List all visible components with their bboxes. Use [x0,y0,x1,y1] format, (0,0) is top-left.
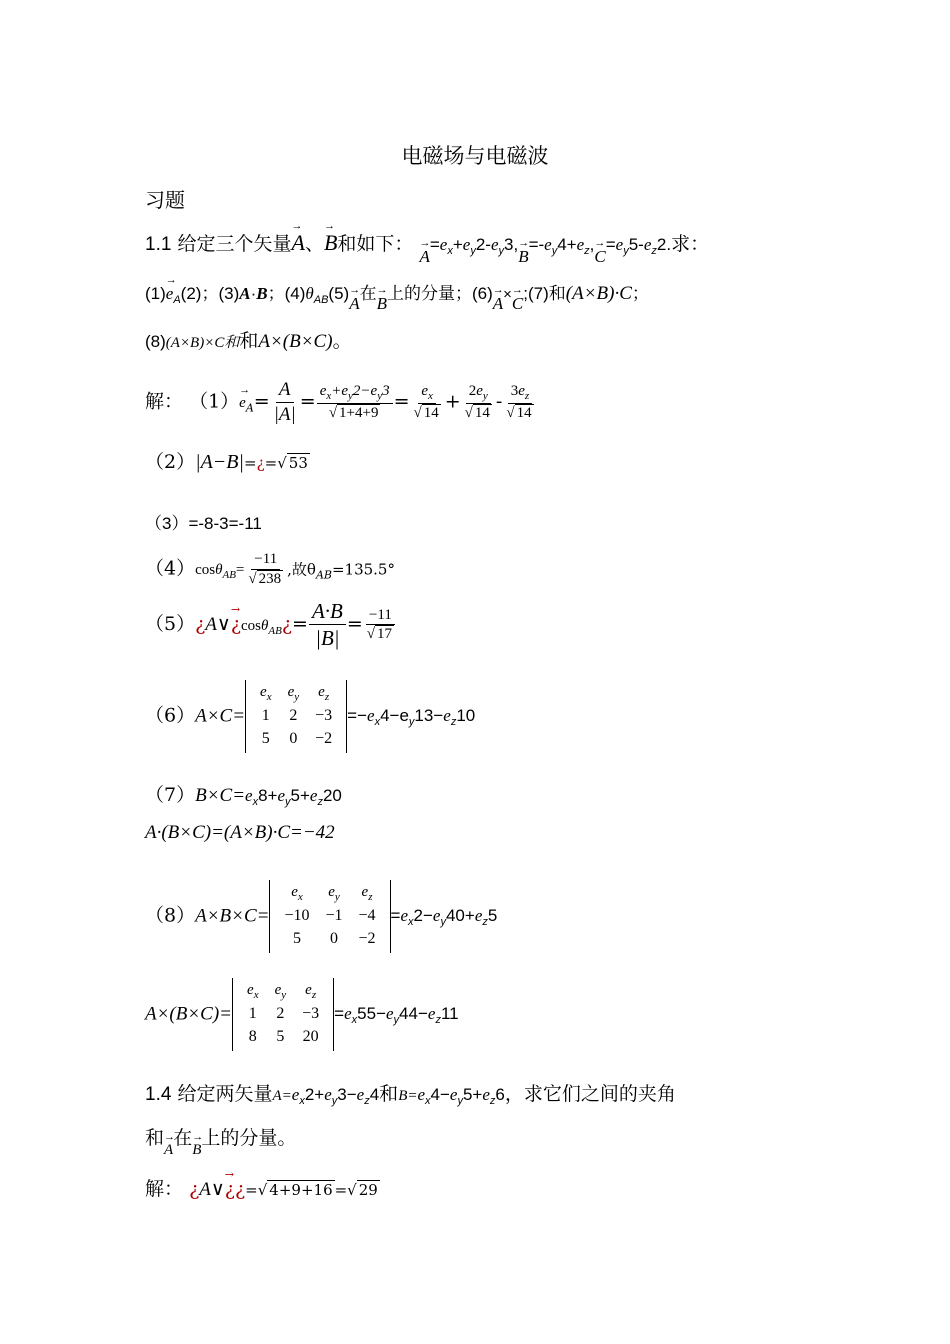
solution-step-6: （6）A×C= $e_x$ $e_y$ $e_z$ 1 2 −3 5 0 −2 $=-e_x4-e_y13-e_z10$ [145,680,475,753]
solution-step-7-line-2: A·(B×C)=(A×B)·C=−42 [145,822,335,843]
problem-1-1-line-2: $(1)\to e_A(2)$；(3)A·B；$(4)\theta_{AB}(5)\to A$在→ B上的分量；(6)→ A×→ C;(7)和(A×B)·C； [145,283,649,314]
problem-1-4-line-2: 和→ A在→ B上的分量。 [145,1127,296,1159]
solution-step-4: （4）cosθ$_{AB}$= $\frac{-11}{√ 238}$ ,故$\theta_{AB}=135.5^\circ$ [145,551,395,587]
determinant-8a: $e_x$ $e_y$ $e_z$ −10 −1 −4 5 0 −2 [269,880,390,953]
solution-step-7: $(7)B\times C=e_x8+e_y5+e_z20$ [145,784,342,808]
solution-step-2: （2）|A−B|=¿=√ 53 [145,451,308,473]
section-heading: 习题 [145,188,185,212]
solution-step-8: （8）A×B×C= $e_x$ $e_y$ $e_z$ −10 −1 −4 5 0 −2 $=e_x2-e_y40+e_z5$ [145,880,497,953]
solution-step-1: 解： $(1)\to e_A=$ $\frac{A}{|A|}$ = $\frac{e_x+e_y2-e_y3}{√ 1+4+9}$ = $\frac{e_x}{√ 14}$ + $\frac{2e_y}{√ 14}$ - $\frac{3e_z}{√ 14}$ [145,378,538,427]
problem-1-4-solution: 解： ¿A∨→ ¿¿=√ 4+9+16 =√ 29 [145,1178,380,1202]
problem-1-1-line-1: 1.1 给定三个矢量→ A、→ B和如下： → $A=e_x+e_y2-e_y3,\to B=-e_y4+e_z,\to C=e_y5-e_z2$.求： [145,230,709,267]
document-title: 电磁场与电磁波 [401,144,549,168]
problem-1-4-line-1: 1.4 给定两矢量$A=e_x2+e_y3-e_z4$和$B=e_x4-e_y5+e_z6$，求它们之间的夹角 [145,1083,676,1107]
solution-step-5: （5）¿A∨→ ¿cosθ$_{AB}$¿= $\frac{A\cdot B}{|B|}$ = $\frac{-11}{√ 17}$ [145,598,398,652]
determinant-6: $e_x$ $e_y$ $e_z$ 1 2 −3 5 0 −2 [245,680,347,753]
solution-step-8-line-2: A×(B×C)= $e_x$ $e_y$ $e_z$ 1 2 −3 8 5 20 $=e_x55-e_y44-e_z11$ [145,978,459,1051]
problem-1-1-line-3: (8)(A×B)×C和和A×(B×C)。 [145,330,352,352]
solution-step-3: （3）=-8-3=-11 [145,514,262,533]
determinant-8b: $e_x$ $e_y$ $e_z$ 1 2 −3 8 5 20 [232,978,334,1051]
